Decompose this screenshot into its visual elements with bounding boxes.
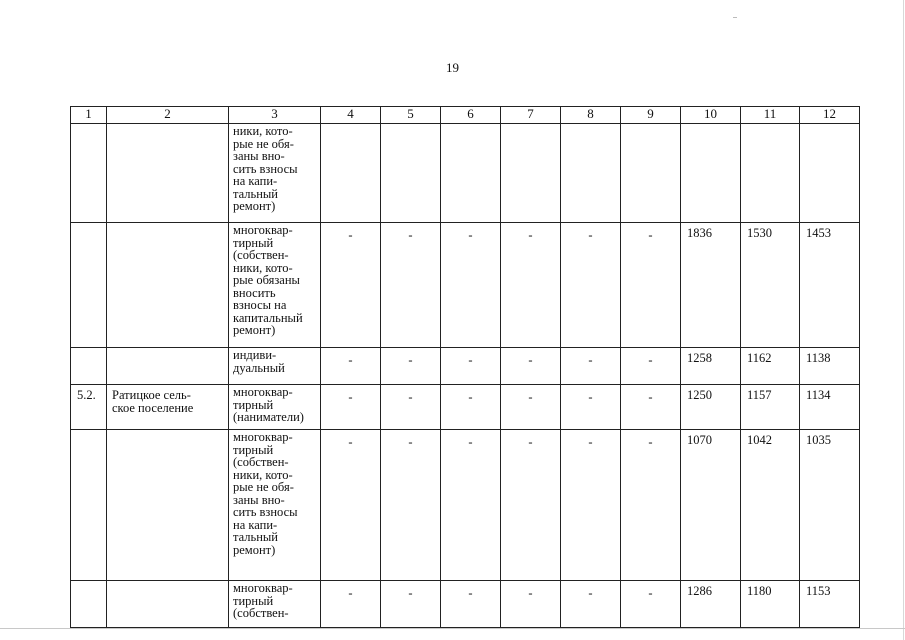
scan-edge-right <box>903 0 904 640</box>
value-cell: 1138 <box>800 348 860 385</box>
header-cell: 6 <box>441 107 501 124</box>
value-cell: 1070 <box>681 430 741 581</box>
header-cell: 11 <box>741 107 800 124</box>
value-cell: - <box>501 348 561 385</box>
value-cell: - <box>561 430 621 581</box>
row-number-cell <box>71 223 107 348</box>
row-number-cell <box>71 124 107 223</box>
value-cell: - <box>441 385 501 430</box>
value-cell: 1134 <box>800 385 860 430</box>
header-cell: 9 <box>621 107 681 124</box>
value-cell <box>561 124 621 223</box>
value-cell <box>800 124 860 223</box>
value-cell: 1042 <box>741 430 800 581</box>
value-cell: 1153 <box>800 581 860 628</box>
settlement-cell <box>107 430 229 581</box>
value-cell <box>501 124 561 223</box>
value-cell: - <box>321 385 381 430</box>
header-cell: 7 <box>501 107 561 124</box>
row-number-cell <box>71 581 107 628</box>
value-cell <box>441 124 501 223</box>
value-cell: - <box>321 223 381 348</box>
settlement-cell <box>107 223 229 348</box>
value-cell: 1286 <box>681 581 741 628</box>
value-cell: 1250 <box>681 385 741 430</box>
housing-type-cell: многоквар- тирный (наниматели) <box>229 385 321 430</box>
value-cell: - <box>381 430 441 581</box>
header-cell: 8 <box>561 107 621 124</box>
value-cell: - <box>441 430 501 581</box>
tariff-table <box>70 106 860 628</box>
table-row <box>71 223 860 348</box>
page-number: 19 <box>446 60 459 75</box>
table-row <box>71 581 860 628</box>
value-cell: - <box>501 430 561 581</box>
scan-speck <box>733 17 737 18</box>
housing-type-cell: многоквар- тирный (собствен- <box>229 581 321 628</box>
value-cell <box>621 124 681 223</box>
header-row <box>71 107 860 124</box>
table-row <box>71 430 860 581</box>
value-cell: - <box>501 223 561 348</box>
row-number-cell <box>71 348 107 385</box>
value-cell: - <box>441 223 501 348</box>
value-cell: 1836 <box>681 223 741 348</box>
value-cell: - <box>621 348 681 385</box>
settlement-cell <box>107 581 229 628</box>
table-row <box>71 124 860 223</box>
value-cell: - <box>381 385 441 430</box>
value-cell: - <box>381 348 441 385</box>
value-cell: - <box>321 430 381 581</box>
value-cell: - <box>561 223 621 348</box>
value-cell: - <box>381 223 441 348</box>
value-cell: 1157 <box>741 385 800 430</box>
value-cell: - <box>381 581 441 628</box>
value-cell: 1530 <box>741 223 800 348</box>
value-cell <box>741 124 800 223</box>
value-cell: - <box>501 581 561 628</box>
settlement-cell <box>107 124 229 223</box>
header-cell: 5 <box>381 107 441 124</box>
value-cell <box>381 124 441 223</box>
value-cell: 1035 <box>800 430 860 581</box>
value-cell: - <box>621 385 681 430</box>
housing-type-cell: многоквар- тирный (собствен- ники, кото- рые обязаны вносить взносы на капитальный ремонт) <box>229 223 321 348</box>
settlement-cell: Ратицкое сель- ское поселение <box>107 385 229 430</box>
row-number-cell: 5.2. <box>71 385 107 430</box>
row-number-cell <box>71 430 107 581</box>
housing-type-cell: многоквар- тирный (собствен- ники, кото- рые не обя- заны вно- сить взносы на капи- тальный ремонт) <box>229 430 321 581</box>
table-row <box>71 348 860 385</box>
value-cell: - <box>441 348 501 385</box>
header-cell: 10 <box>681 107 741 124</box>
value-cell: 1180 <box>741 581 800 628</box>
scan-edge-bottom <box>0 628 905 629</box>
header-cell: 1 <box>71 107 107 124</box>
value-cell: - <box>321 348 381 385</box>
settlement-cell <box>107 348 229 385</box>
value-cell: - <box>561 581 621 628</box>
housing-type-cell: ники, кото- рые не обя- заны вно- сить взносы на капи- тальный ремонт) <box>229 124 321 223</box>
header-cell: 3 <box>229 107 321 124</box>
header-cell: 12 <box>800 107 860 124</box>
value-cell <box>321 124 381 223</box>
table-row <box>71 385 860 430</box>
value-cell: - <box>561 348 621 385</box>
header-cell: 2 <box>107 107 229 124</box>
value-cell: - <box>321 581 381 628</box>
value-cell <box>681 124 741 223</box>
value-cell: - <box>621 223 681 348</box>
value-cell: - <box>621 581 681 628</box>
value-cell: 1453 <box>800 223 860 348</box>
value-cell: 1258 <box>681 348 741 385</box>
value-cell: - <box>501 385 561 430</box>
value-cell: - <box>621 430 681 581</box>
housing-type-cell: индиви- дуальный <box>229 348 321 385</box>
value-cell: - <box>561 385 621 430</box>
value-cell: - <box>441 581 501 628</box>
value-cell: 1162 <box>741 348 800 385</box>
header-cell: 4 <box>321 107 381 124</box>
